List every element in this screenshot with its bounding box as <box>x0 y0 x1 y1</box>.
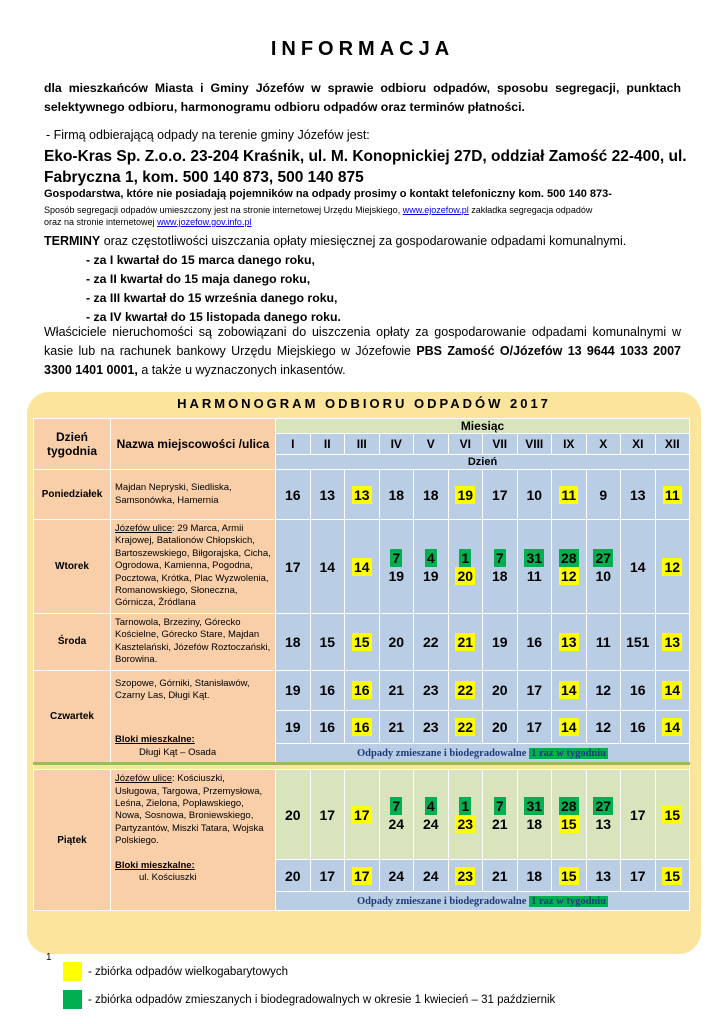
date-value: 12 <box>595 682 612 699</box>
schedule-table <box>33 418 690 911</box>
date-value: 23 <box>457 867 474 884</box>
date-cell <box>552 520 587 614</box>
segregation-text-3: oraz na stronie internetowej <box>44 217 158 227</box>
friday-bloki-location: ul. Kościuszki <box>139 872 197 884</box>
date-value: 12 <box>595 719 612 736</box>
date-value: 11 <box>595 633 611 650</box>
date-cell <box>655 470 690 520</box>
quarter-item: - za I kwartał do 15 marca danego roku, <box>86 253 315 267</box>
date-cell <box>448 470 483 520</box>
date-value: 17 <box>526 682 543 699</box>
date-value: 14 <box>353 558 370 575</box>
date-value: 10 <box>595 567 612 584</box>
date-value: 13 <box>595 815 612 832</box>
date-value: 16 <box>629 682 646 699</box>
date-value: 14 <box>319 558 336 575</box>
date-value: 23 <box>422 719 439 736</box>
legend-yellow-swatch <box>63 962 82 981</box>
date-value: 13 <box>664 633 681 650</box>
date-value: 12 <box>560 567 577 584</box>
date-value: 13 <box>629 486 646 503</box>
month-IV: IV <box>379 434 414 455</box>
date-value: 22 <box>457 719 474 736</box>
quarter-item: - za II kwartał do 15 maja danego roku, <box>86 272 311 286</box>
households-notice: Gospodarstwa, które nie posiadają pojemników na odpady prosimy o kontakt telefoniczny kom. 500 140 873- <box>44 188 612 200</box>
date-cell <box>586 470 621 520</box>
date-cell <box>655 520 690 614</box>
date-value: 17 <box>629 867 646 884</box>
date-value: 16 <box>284 486 301 503</box>
date-cell <box>448 614 483 671</box>
date-cell <box>621 614 656 671</box>
date-cell <box>517 770 552 860</box>
green-date: 7 <box>392 797 401 814</box>
date-value: 13 <box>353 486 370 503</box>
company-info: Eko-Kras Sp. Z.o.o. 23-204 Kraśnik, ul. M. Konopnickiej 27D, oddział Zamość 22-400, ul. Fabryczna 1, kom. 500 140 873, 500 140 875 <box>44 148 687 186</box>
date-cell <box>621 520 656 614</box>
location-streets: : 29 Marca, Armii Krajowej, Batalionów Chłopskich, Bartoszewskiego, Biłgorajska, Cicha, Ogrodowa, Kamienna, Pogodna, Pocztowa, Krótka, Plac Wyzwolenia, Romanowskiego, Słoneczna, Górnicza, Źródlana <box>115 523 271 609</box>
date-value: 13 <box>560 633 577 650</box>
owners-tail: a także u wyznaczonych inkasentów. <box>137 363 346 377</box>
date-cell <box>655 614 690 671</box>
date-cell <box>655 770 690 860</box>
date-value: 19 <box>422 567 439 584</box>
date-cell <box>310 670 345 711</box>
segregation-text-1: Sposób segregacji odpadów umieszczony jest na stronie internetowej Urzędu Miejskiego, <box>44 205 403 215</box>
date-value: 22 <box>457 682 474 699</box>
date-cell <box>655 670 690 711</box>
date-value: 17 <box>491 486 508 503</box>
date-cell <box>483 470 518 520</box>
date-cell <box>483 614 518 671</box>
date-value: 19 <box>457 486 474 503</box>
date-cell <box>552 770 587 860</box>
date-value: 17 <box>353 867 370 884</box>
terminy-text: oraz częstotliwości uiszczania opłaty miesięcznej za gospodarowanie odpadami komunalnymi. <box>100 234 627 248</box>
date-cell <box>276 670 311 711</box>
segregation-info <box>44 204 684 228</box>
date-value: 18 <box>422 486 439 503</box>
date-value: 17 <box>319 867 336 884</box>
date-cell <box>483 860 518 892</box>
date-value: 15 <box>560 815 577 832</box>
date-cell <box>276 614 311 671</box>
page-title: INFORMACJA <box>270 38 455 60</box>
date-cell <box>276 860 311 892</box>
thursday-note-highlight: 1 raz w tygodniu <box>531 747 607 759</box>
date-value: 10 <box>526 486 543 503</box>
date-value: 20 <box>284 867 301 884</box>
quarter-item: - za III kwartał do 15 września danego roku, <box>86 291 338 305</box>
green-date: 4 <box>426 549 435 566</box>
date-cell <box>517 520 552 614</box>
date-cell <box>276 520 311 614</box>
date-cell <box>310 614 345 671</box>
date-cell <box>586 520 621 614</box>
header-month: Miesiąc <box>276 419 690 434</box>
date-value: 23 <box>422 682 439 699</box>
friday-note-highlight: 1 raz w tygodniu <box>531 895 607 907</box>
date-cell <box>517 711 552 744</box>
date-value: 17 <box>526 719 543 736</box>
date-cell <box>448 860 483 892</box>
location-friday <box>111 770 276 911</box>
firm-line: - Firmą odbierającą odpady na terenie gminy Józefów jest: <box>46 128 370 142</box>
date-value: 18 <box>388 486 405 503</box>
location-thursday <box>111 670 276 764</box>
header-day: Dzień <box>276 455 690 470</box>
friday-streets: Józefów ulice: Kościuszki, Usługowa, Targowa, Przemysłowa, Leśna, Zielona, Popławskiego, Nowa, Sosnowa, Broniewskiego, Partyzantów, Miszki Tatara, Wojska Polskiego. <box>115 773 264 847</box>
legend-green-swatch <box>63 990 82 1009</box>
thursday-note: Odpady zmieszane i biodegradowalne 1 raz w tygodniu <box>276 743 690 763</box>
date-value: 20 <box>284 806 301 823</box>
date-cell <box>483 520 518 614</box>
date-value: 21 <box>491 815 508 832</box>
date-value: 15 <box>560 867 577 884</box>
date-cell <box>586 670 621 711</box>
date-value: 15 <box>353 633 370 650</box>
header-day-of-week: Dzień tygodnia <box>34 419 111 470</box>
date-cell <box>483 770 518 860</box>
location-monday: Majdan Nepryski, Siedliska, Samsonówka, Hamernia <box>111 470 276 520</box>
green-date: 28 <box>560 549 577 566</box>
date-cell <box>414 470 449 520</box>
date-cell <box>379 470 414 520</box>
green-date: 27 <box>595 549 612 566</box>
month-X: X <box>586 434 621 455</box>
date-value: 22 <box>422 633 439 650</box>
date-value: 16 <box>526 633 543 650</box>
date-cell <box>621 770 656 860</box>
date-value: 13 <box>595 867 612 884</box>
date-cell <box>414 520 449 614</box>
green-date: 1 <box>461 797 470 814</box>
jozefow-gov-link[interactable]: www.jozefow.gov.info.pl <box>157 217 252 227</box>
date-cell <box>621 860 656 892</box>
date-cell <box>586 770 621 860</box>
date-cell <box>586 711 621 744</box>
date-value: 13 <box>319 486 336 503</box>
date-value: 14 <box>560 719 577 736</box>
header-location: Nazwa miejscowości /ulica <box>111 419 276 470</box>
day-monday: Poniedziałek <box>34 470 111 520</box>
date-value: 14 <box>560 682 577 699</box>
date-value: 24 <box>422 815 439 832</box>
date-cell <box>517 614 552 671</box>
ejozefow-link[interactable]: www.ejozefow.pl <box>402 205 469 215</box>
month-VII: VII <box>483 434 518 455</box>
date-cell <box>345 520 380 614</box>
friday-bloki-label: Bloki mieszkalne: <box>115 859 195 871</box>
quarter-item: - za IV kwartał do 15 listopada danego roku. <box>86 310 341 324</box>
location-tuesday <box>111 520 276 614</box>
date-value: 151 <box>626 633 650 650</box>
date-cell <box>552 614 587 671</box>
month-VIII: VIII <box>517 434 552 455</box>
date-value: 19 <box>491 633 508 650</box>
date-cell <box>310 860 345 892</box>
green-date: 1 <box>461 549 470 566</box>
month-I: I <box>276 434 311 455</box>
date-cell <box>655 860 690 892</box>
terminy-label: TERMINY <box>44 234 101 248</box>
date-value: 17 <box>353 806 370 823</box>
date-value: 21 <box>388 719 405 736</box>
green-date: 7 <box>495 549 504 566</box>
date-value: 15 <box>664 806 681 823</box>
date-value: 16 <box>319 719 336 736</box>
date-cell <box>448 711 483 744</box>
date-value: 17 <box>629 806 646 823</box>
date-cell <box>379 770 414 860</box>
green-date: 27 <box>595 797 612 814</box>
date-cell <box>310 470 345 520</box>
date-value: 20 <box>491 719 508 736</box>
intro-text: dla mieszkańców Miasta i Gminy Józefów w sprawie odbioru odpadów, sposobu segregacji, punktach selektywnego odbioru, harmonogramu odbioru odpadów oraz terminów płatności. <box>44 81 681 114</box>
date-cell <box>276 770 311 860</box>
date-cell <box>552 470 587 520</box>
thursday-bloki-location: Długi Kąt – Osada <box>139 746 217 758</box>
date-cell <box>379 670 414 711</box>
date-cell <box>345 860 380 892</box>
date-cell <box>414 711 449 744</box>
date-value: 18 <box>491 567 508 584</box>
date-value: 24 <box>388 815 405 832</box>
date-cell <box>586 860 621 892</box>
date-cell <box>345 470 380 520</box>
date-value: 11 <box>664 486 680 503</box>
date-cell <box>448 770 483 860</box>
date-cell <box>621 470 656 520</box>
date-cell <box>379 860 414 892</box>
date-value: 18 <box>526 815 543 832</box>
green-date: 31 <box>526 549 543 566</box>
month-III: III <box>345 434 380 455</box>
segregation-text-2: zakładka segregacja odpadów <box>468 205 593 215</box>
legend-yellow-text: - zbiórka odpadów wielkogabarytowych <box>88 966 289 978</box>
date-value: 14 <box>664 719 681 736</box>
bank-account: PBS Zamość O/Józefów 13 9644 1033 2007 3300 1401 0001, <box>44 344 681 377</box>
green-date: 7 <box>392 549 401 566</box>
date-cell <box>483 670 518 711</box>
date-value: 18 <box>284 633 301 650</box>
date-cell <box>655 711 690 744</box>
thursday-villages: Szopowe, Górniki, Stanisławów, Czarny Las, Długi Kąt. <box>115 677 250 702</box>
date-value: 16 <box>353 682 370 699</box>
date-cell <box>586 614 621 671</box>
date-value: 9 <box>599 486 608 503</box>
date-cell <box>483 711 518 744</box>
location-wednesday: Tarnowola, Brzeziny, Górecko Kościelne, Górecko Stare, Majdan Kasztelański, Józefów Roztoczański, Borowina. <box>111 614 276 671</box>
date-cell <box>345 711 380 744</box>
date-value: 19 <box>284 682 301 699</box>
date-value: 11 <box>526 567 542 584</box>
owners-paragraph <box>44 323 681 380</box>
date-cell <box>552 670 587 711</box>
date-cell <box>414 670 449 711</box>
green-date: 31 <box>526 797 543 814</box>
date-value: 14 <box>664 682 681 699</box>
date-value: 16 <box>319 682 336 699</box>
date-value: 23 <box>457 815 474 832</box>
date-value: 16 <box>629 719 646 736</box>
month-VI: VI <box>448 434 483 455</box>
green-date: 7 <box>495 797 504 814</box>
date-value: 24 <box>422 867 439 884</box>
date-cell <box>310 770 345 860</box>
date-cell <box>414 770 449 860</box>
date-value: 20 <box>491 682 508 699</box>
date-value: 20 <box>388 633 405 650</box>
date-cell <box>621 670 656 711</box>
month-II: II <box>310 434 345 455</box>
date-value: 21 <box>491 867 508 884</box>
schedule-title: HARMONOGRAM ODBIORU ODPADÓW 2017 <box>177 396 551 411</box>
date-cell <box>345 770 380 860</box>
date-value: 16 <box>353 719 370 736</box>
day-thursday: Czwartek <box>34 670 111 764</box>
date-value: 18 <box>526 867 543 884</box>
date-value: 19 <box>388 567 405 584</box>
day-wednesday: Środa <box>34 614 111 671</box>
date-value: 14 <box>629 558 646 575</box>
legend-green-text: - zbiórka odpadów zmieszanych i biodegradowalnych w okresie 1 kwiecień – 31 październik <box>88 994 556 1006</box>
date-cell <box>552 711 587 744</box>
date-cell <box>310 711 345 744</box>
date-cell <box>379 614 414 671</box>
date-value: 19 <box>284 719 301 736</box>
date-value: 15 <box>664 867 681 884</box>
date-value: 24 <box>388 867 405 884</box>
date-cell <box>310 520 345 614</box>
date-cell <box>517 470 552 520</box>
date-cell <box>414 860 449 892</box>
month-IX: IX <box>552 434 587 455</box>
date-value: 12 <box>664 558 681 575</box>
date-value: 17 <box>319 806 336 823</box>
green-date: 4 <box>426 797 435 814</box>
date-cell <box>379 711 414 744</box>
day-friday: Piątek <box>34 770 111 911</box>
date-cell <box>276 470 311 520</box>
day-tuesday: Wtorek <box>34 520 111 614</box>
date-cell <box>517 670 552 711</box>
month-XII: XII <box>655 434 690 455</box>
date-cell <box>621 711 656 744</box>
date-value: 20 <box>457 567 474 584</box>
date-cell <box>345 614 380 671</box>
date-value: 11 <box>561 486 577 503</box>
date-cell <box>448 520 483 614</box>
month-V: V <box>414 434 449 455</box>
location-prefix: Józefów ulice <box>115 523 173 534</box>
date-value: 21 <box>388 682 405 699</box>
date-value: 17 <box>284 558 301 575</box>
friday-note: Odpady zmieszane i biodegradowalne 1 raz w tygodniu <box>276 892 690 911</box>
month-XI: XI <box>621 434 656 455</box>
date-cell <box>276 711 311 744</box>
date-value: 15 <box>319 633 336 650</box>
payment-terms-heading <box>44 234 626 248</box>
thursday-bloki-label: Bloki mieszkalne: <box>115 734 195 746</box>
date-cell <box>414 614 449 671</box>
date-value: 21 <box>457 633 474 650</box>
date-cell <box>345 670 380 711</box>
date-cell <box>517 860 552 892</box>
date-cell <box>448 670 483 711</box>
date-cell <box>552 860 587 892</box>
owners-text: Właściciele nieruchomości są zobowiązani do uiszczenia opłaty za gospodarowanie odpadami komunalnymi w kasie lub na rachunek bankowy Urzędu Miejskiego w Józefowie <box>44 325 681 358</box>
green-date: 28 <box>560 797 577 814</box>
date-cell <box>379 520 414 614</box>
page-number: 1 <box>46 952 52 963</box>
